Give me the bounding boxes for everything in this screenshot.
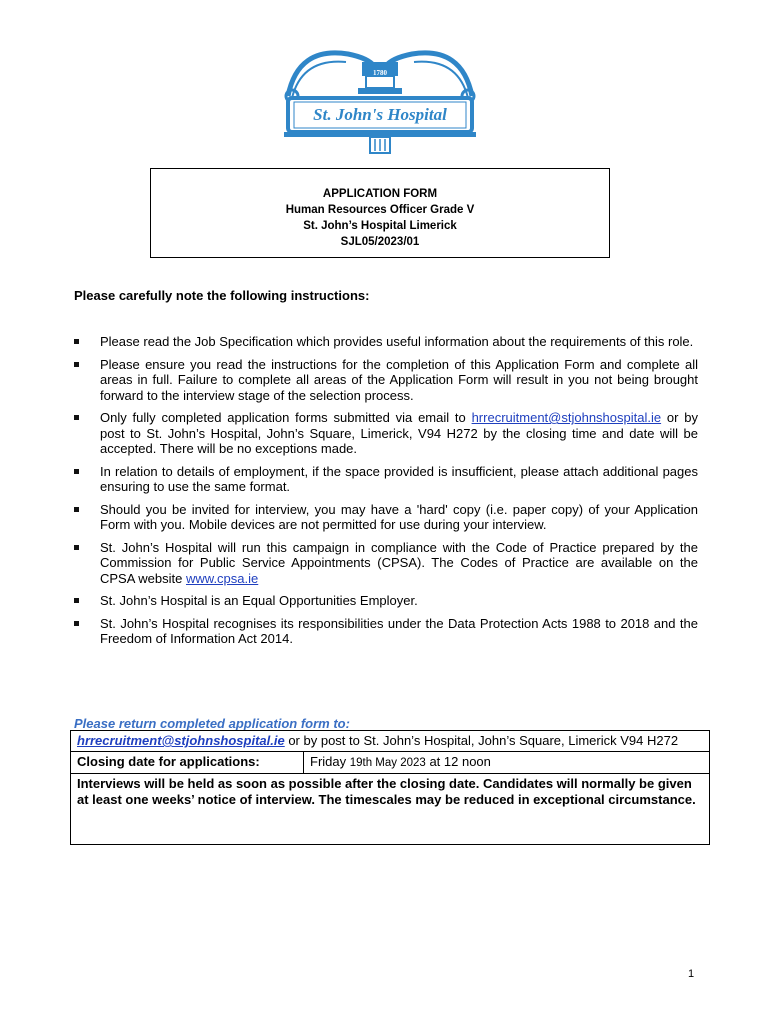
title-box xyxy=(150,168,610,258)
bullet-icon xyxy=(74,362,79,367)
hospital-logo xyxy=(278,36,482,154)
reference-number: SJL05/2023/01 xyxy=(340,236,420,248)
cpsa-website-link[interactable]: www.cpsa.ie xyxy=(186,570,259,586)
return-email-link[interactable]: hrrecruitment@stjohnshospital.ie xyxy=(77,733,285,748)
interviews-note: Interviews will be held as soon as possible after the closing date. Candidates will normally be given at least one weeks’ notice of interview. The timescales may be reduced in exceptional circumstance. xyxy=(71,774,710,845)
return-address-text: or by post to St. John’s Hospital, John’s Square, Limerick V94 H272 xyxy=(284,733,679,748)
table-row xyxy=(71,774,710,845)
logo-badge-text: 1780 xyxy=(373,69,387,77)
bullet-icon xyxy=(74,545,79,550)
list-item-text: St. John’s Hospital is an Equal Opportunities Employer. xyxy=(100,593,418,608)
page-number: 1 xyxy=(688,968,695,980)
list-item xyxy=(74,616,698,647)
list-item-text: Please read the Job Specification which provides useful information about the requirements of this role. xyxy=(100,334,694,349)
hospital-name: St. John’s Hospital Limerick xyxy=(303,220,457,232)
list-item xyxy=(74,502,698,533)
list-item-text: Only fully completed application forms submitted via email to xyxy=(100,410,472,425)
bullet-icon xyxy=(74,339,79,344)
list-item xyxy=(74,410,698,457)
position-title: Human Resources Officer Grade V xyxy=(285,204,475,216)
list-item-text: In relation to details of employment, if the space provided is insufficient, please attach additional pages ensuring to use the same format. xyxy=(100,463,698,494)
list-item xyxy=(74,334,698,350)
bullet-icon xyxy=(74,469,79,474)
table-row xyxy=(71,731,710,752)
instructions-list xyxy=(74,334,698,654)
hospital-logo-graphic xyxy=(278,36,482,154)
list-item-text: Should you be invited for interview, you may have a 'hard' copy (i.e. paper copy) of your Application Form with you. Mobile devices are not permitted for use during your interview. xyxy=(100,501,698,532)
return-address-cell xyxy=(71,731,710,752)
list-item xyxy=(74,540,698,587)
closing-date-label: Closing date for applications: xyxy=(71,751,304,774)
bullet-icon xyxy=(74,598,79,603)
bullet-icon xyxy=(74,621,79,626)
list-item-text: or by post to St. John’s Hospital, John’s Square, Limerick, V94 H272 by the closing time and date will be accepted. There will be no exceptions made. xyxy=(100,410,698,456)
list-item-text: St. John’s Hospital will run this campaign in compliance with the Code of Practice prepared by the Commission for Public Service Appointments (CPSA). The Codes of Practice are available on the CPSA website xyxy=(100,539,698,586)
instructions-heading: Please carefully note the following instructions: xyxy=(74,288,370,303)
return-heading: Please return completed application form to: xyxy=(74,716,350,731)
table-row xyxy=(71,751,710,774)
bullet-icon xyxy=(74,507,79,512)
list-item xyxy=(74,464,698,495)
recruitment-email-link[interactable]: hrrecruitment@stjohnshospital.ie xyxy=(471,410,662,425)
closing-date-suffix: at 12 noon xyxy=(425,753,491,769)
closing-date-day: 19th May 2023 xyxy=(349,756,426,769)
bullet-icon xyxy=(74,415,79,420)
return-table xyxy=(70,730,710,845)
form-title: APPLICATION FORM xyxy=(322,188,438,200)
list-item-text: St. John’s Hospital recognises its responsibilities under the Data Protection Acts 1988 to 2018 and the Freedom of Information Act 2014. xyxy=(100,615,698,646)
list-item xyxy=(74,593,698,609)
closing-date-prefix: Friday xyxy=(310,753,350,769)
list-item-text: Please ensure you read the instructions for the completion of this Application Form and complete all areas in full. Failure to complete all areas of the Application Form will result in you not being brought forward to the interview stage of the selection process. xyxy=(100,356,698,403)
closing-date-value xyxy=(304,751,710,774)
logo-name-text: St. John's Hospital xyxy=(313,105,447,124)
list-item xyxy=(74,357,698,404)
